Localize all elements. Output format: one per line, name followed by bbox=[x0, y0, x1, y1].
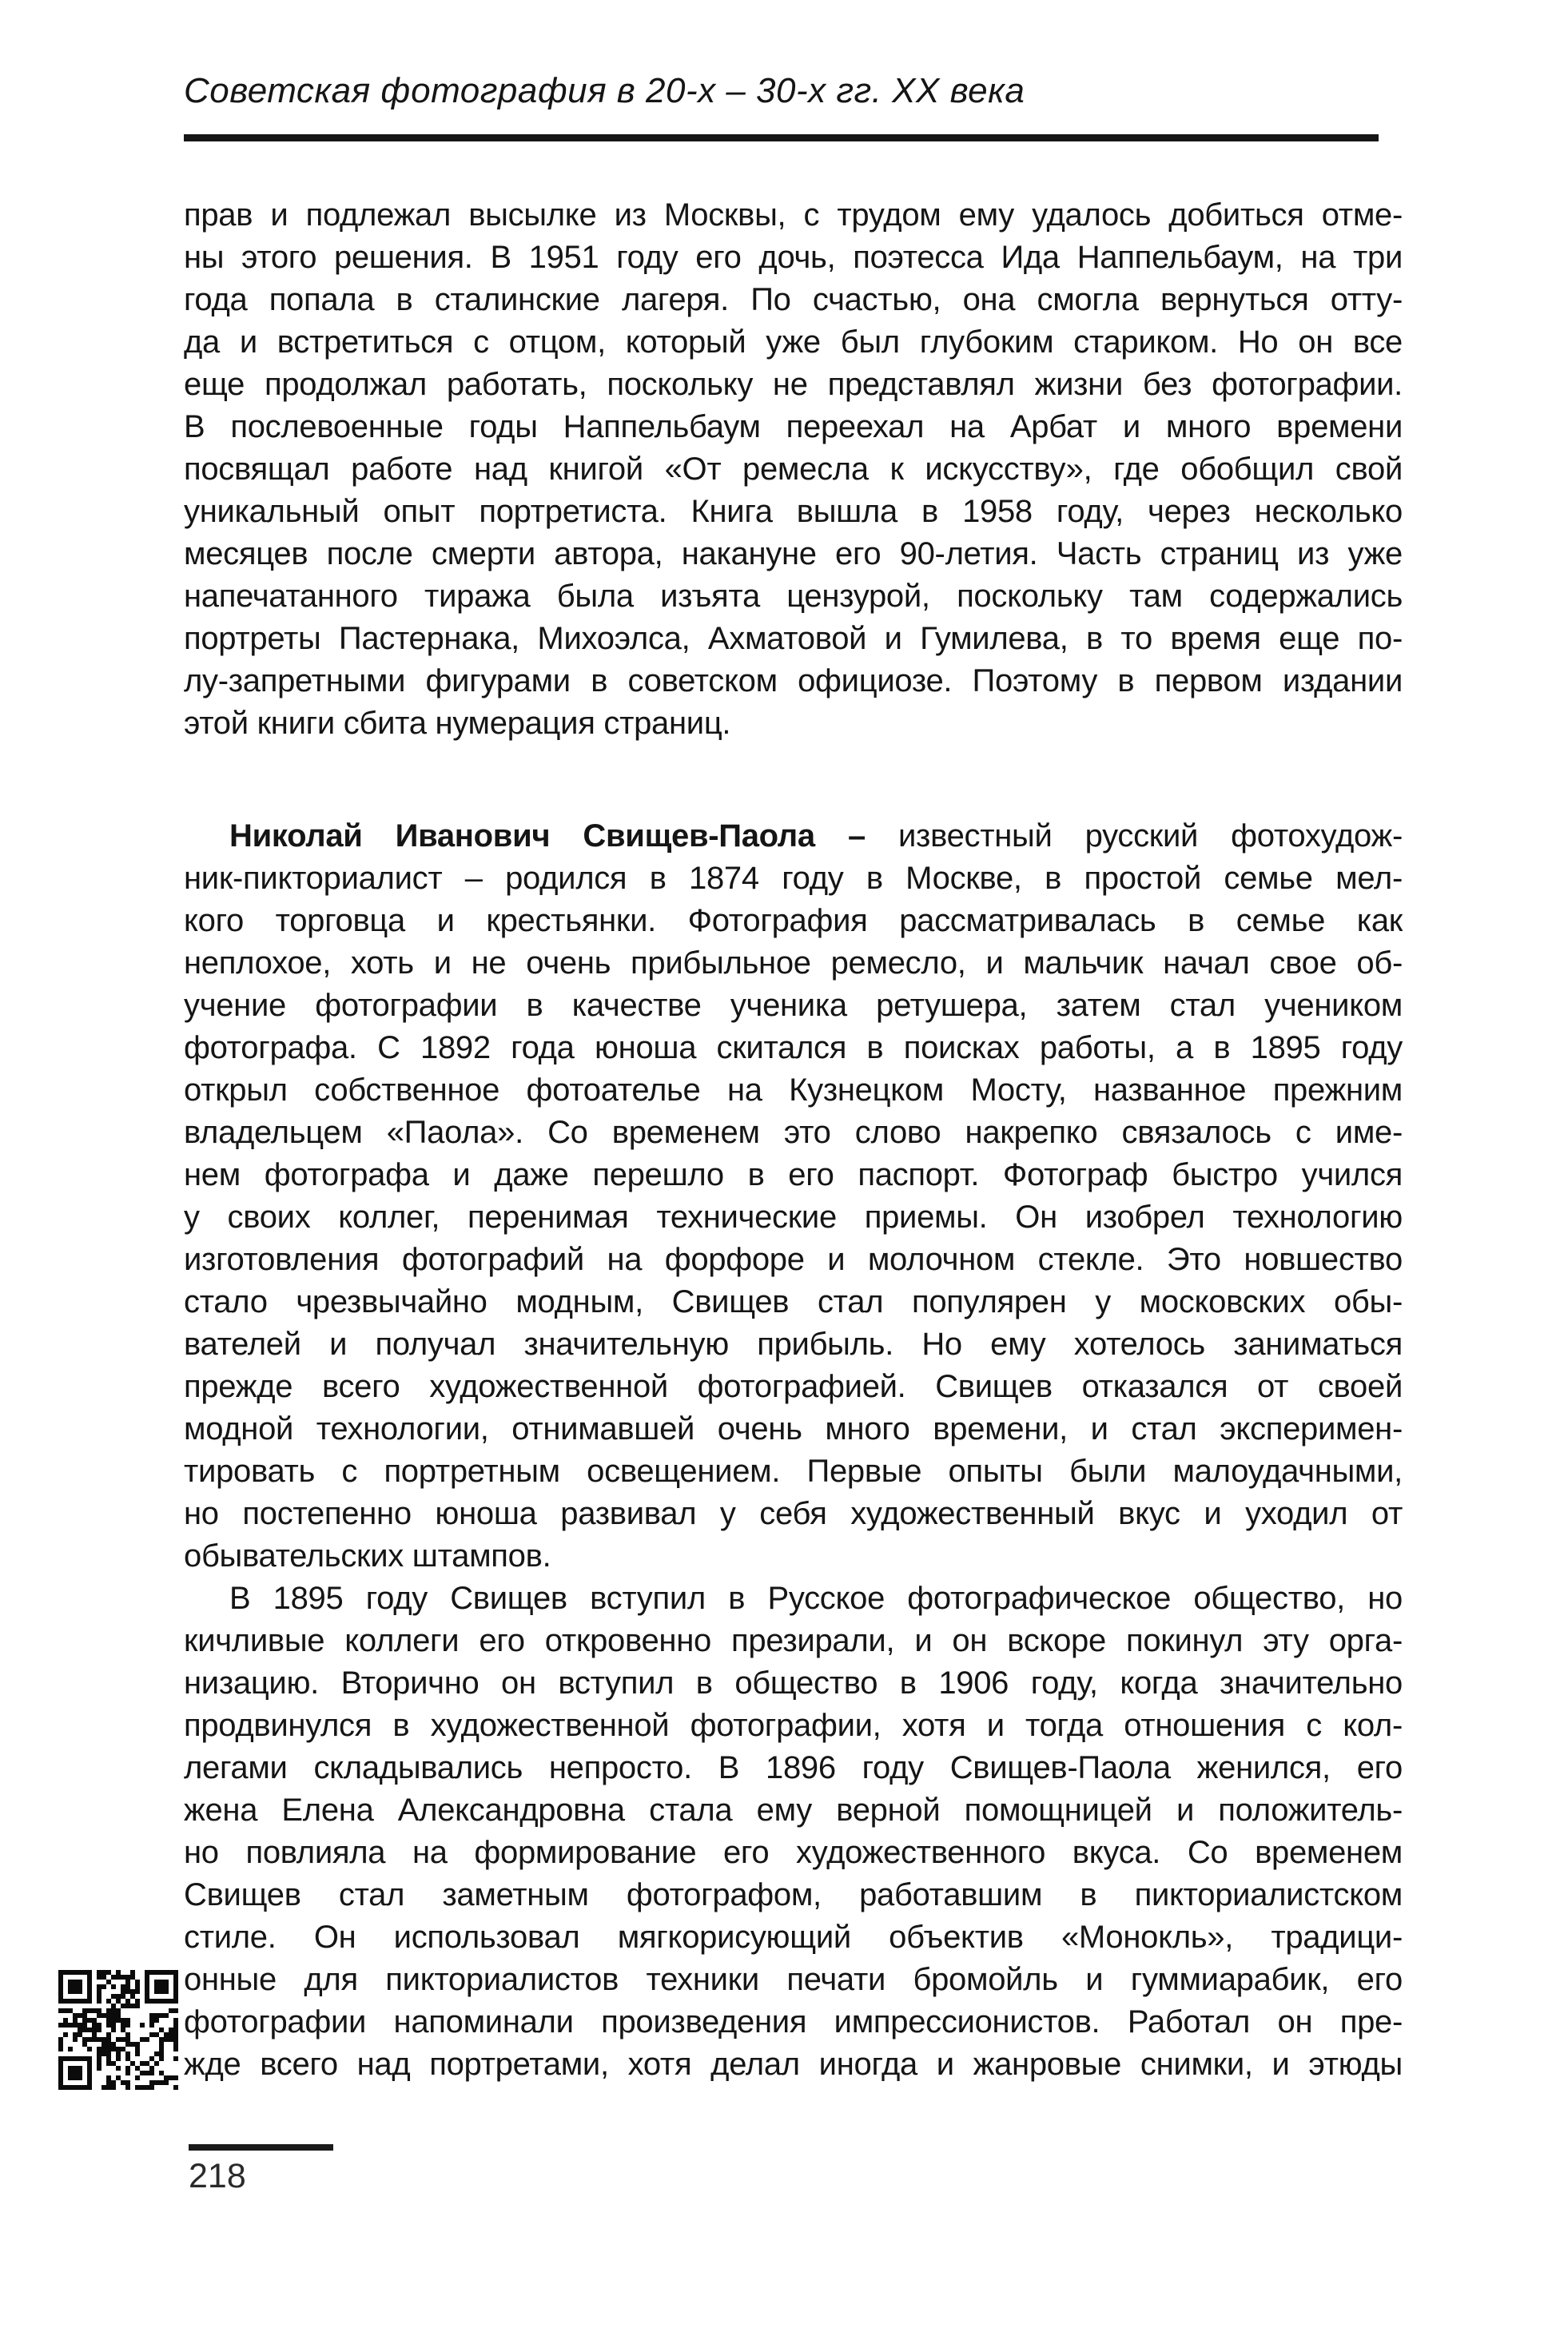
text-line: В послевоенные годы Наппельбаум переехал на Арбат и много времени bbox=[184, 409, 1403, 444]
text-line: Николай Иванович Свищев-Паола – известный русский фотохудож- bbox=[229, 818, 1403, 854]
text-line: лу-запретными фигурами в советском официозе. Поэтому в первом издании bbox=[184, 663, 1403, 698]
header-rule bbox=[184, 134, 1379, 141]
footer-rule bbox=[189, 2144, 333, 2151]
text-line: учение фотографии в качестве ученика ретушера, затем стал учеником bbox=[184, 988, 1403, 1023]
text-line: онные для пикториалистов техники печати бромойль и гуммиарабик, его bbox=[184, 1962, 1403, 1997]
text-line: низацию. Вторично он вступил в общество в 1906 году, когда значительно bbox=[184, 1665, 1403, 1701]
text-line: но повлияла на формирование его художественного вкуса. Со временем bbox=[184, 1835, 1403, 1870]
text-line: фотографии напоминали произведения импрессионистов. Работал он пре- bbox=[184, 2004, 1403, 2039]
paragraph bbox=[184, 815, 1403, 1578]
text-line: портреты Пастернака, Михоэлса, Ахматовой и Гумилева, в то время еще по- bbox=[184, 621, 1403, 656]
text-line: да и встретиться с отцом, который уже был глубоким стариком. Но он все bbox=[184, 324, 1403, 360]
text-line: этой книги сбита нумерация страниц. bbox=[184, 706, 731, 741]
text-line: тировать с портретным освещением. Первые опыты были малоудачными, bbox=[184, 1454, 1403, 1489]
text-line: модной технологии, отнимавшей очень много времени, и стал эксперимен- bbox=[184, 1411, 1403, 1447]
text-line: фотографа. С 1892 года юноша скитался в поисках работы, а в 1895 году bbox=[184, 1030, 1403, 1065]
page-body bbox=[184, 194, 1403, 2086]
text-line: В 1895 году Свищев вступил в Русское фотографическое общество, но bbox=[229, 1581, 1403, 1616]
text-line: ны этого решения. В 1951 году его дочь, поэтесса Ида Наппельбаум, на три bbox=[184, 240, 1403, 275]
text-line: стиле. Он использовал мягкорисующий объектив «Монокль», традици- bbox=[184, 1920, 1403, 1955]
text-line: посвящал работе над книгой «От ремесла к искусству», где обобщил свой bbox=[184, 452, 1403, 487]
text-line: жена Елена Александровна стала ему верной помощницей и положитель- bbox=[184, 1793, 1403, 1828]
text-line: года попала в сталинские лагеря. По счастью, она смогла вернуться отту- bbox=[184, 282, 1403, 317]
paragraph bbox=[184, 194, 1403, 745]
text-line: обывательских штампов. bbox=[184, 1538, 551, 1574]
page-number: 218 bbox=[189, 2157, 246, 2195]
running-header-title: Советская фотография в 20-х – 30-х гг. XX века bbox=[184, 71, 1025, 110]
text-line: Свищев стал заметным фотографом, работавшим в пикториалистском bbox=[184, 1877, 1403, 1912]
paragraph bbox=[184, 1578, 1403, 2086]
text-line: неплохое, хоть и не очень прибыльное ремесло, и мальчик начал свое об- bbox=[184, 945, 1403, 981]
text-line: прав и подлежал высылке из Москвы, с трудом ему удалось добиться отме- bbox=[184, 197, 1403, 233]
text-line: вателей и получал значительную прибыль. Но ему хотелось заниматься bbox=[184, 1327, 1403, 1362]
text-line: еще продолжал работать, поскольку не представлял жизни без фотографии. bbox=[184, 367, 1403, 402]
text-line: нем фотографа и даже перешло в его паспорт. Фотограф быстро учился bbox=[184, 1157, 1403, 1192]
qr-module bbox=[173, 2085, 178, 2090]
text-line: открыл собственное фотоателье на Кузнецком Мосту, названное прежним bbox=[184, 1072, 1403, 1108]
text-line: прежде всего художественной фотографией. Свищев отказался от своей bbox=[184, 1369, 1403, 1404]
text-line: владельцем «Паола». Со временем это слово накрепко связалось с име- bbox=[184, 1115, 1403, 1150]
text-line: стало чрезвычайно модным, Свищев стал популярен у московских обы- bbox=[184, 1284, 1403, 1319]
text-line: кичливые коллеги его откровенно презирали, и он вскоре покинул эту орга- bbox=[184, 1623, 1403, 1658]
text-line: кого торговца и крестьянки. Фотография рассматривалась в семье как bbox=[184, 903, 1403, 938]
text-line: продвинулся в художественной фотографии, хотя и тогда отношения с кол- bbox=[184, 1708, 1403, 1743]
text-line: изготовления фотографий на форфоре и молочном стекле. Это новшество bbox=[184, 1242, 1403, 1277]
bold-lead: Николай Иванович Свищев-Паола – bbox=[229, 818, 866, 854]
text-line: но постепенно юноша развивал у себя художественный вкус и уходил от bbox=[184, 1496, 1403, 1531]
text-line: уникальный опыт портретиста. Книга вышла в 1958 году, через несколько bbox=[184, 494, 1403, 529]
qr-code bbox=[58, 1970, 178, 2090]
text-line: у своих коллег, перенимая технические приемы. Он изобрел технологию bbox=[184, 1200, 1403, 1235]
text-line: ник-пикториалист – родился в 1874 году в Москве, в простой семье мел- bbox=[184, 861, 1403, 896]
text-line: жде всего над портретами, хотя делал иногда и жанровые снимки, и этюды bbox=[184, 2047, 1403, 2082]
text-line: месяцев после смерти автора, накануне его 90-летия. Часть страниц из уже bbox=[184, 536, 1403, 571]
text-line: легами складывались непросто. В 1896 году Свищев-Паола женился, его bbox=[184, 1750, 1403, 1785]
text-line: напечатанного тиража была изъята цензурой, поскольку там содержались bbox=[184, 579, 1403, 614]
